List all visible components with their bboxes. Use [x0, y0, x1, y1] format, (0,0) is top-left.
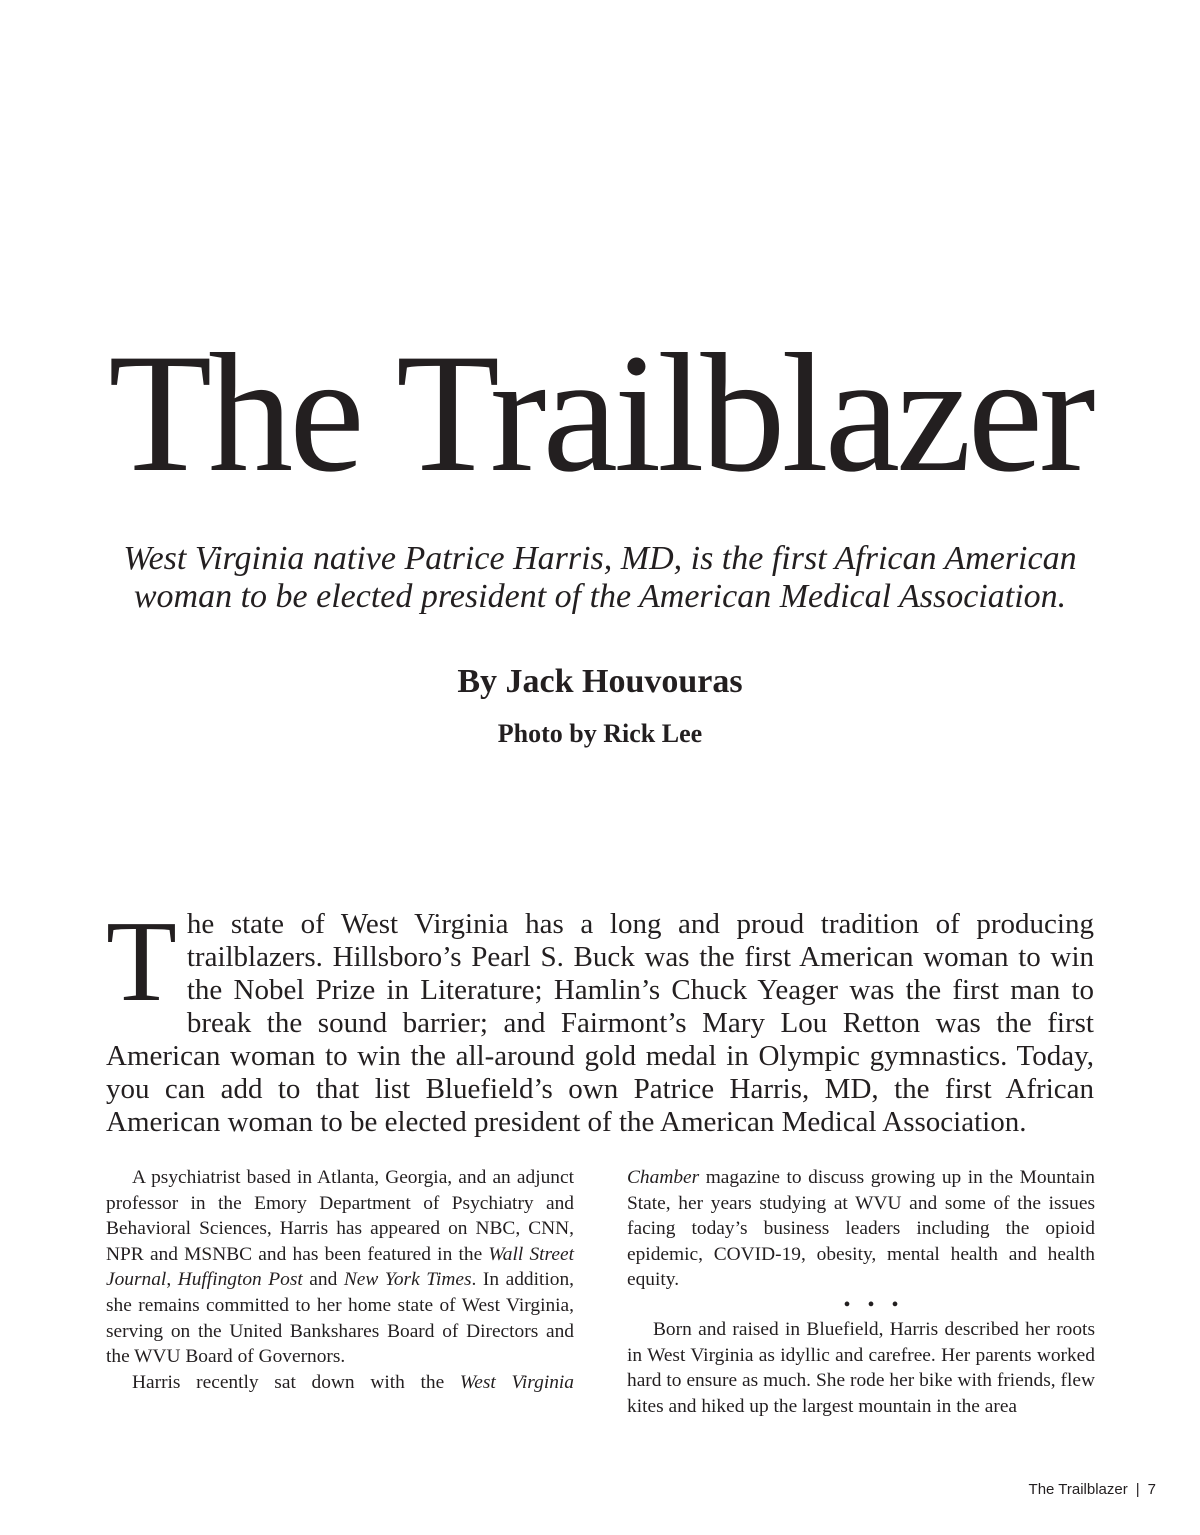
publication-name: Huffington Post [177, 1269, 303, 1291]
dek-line-1: West Virginia native Patrice Harris, MD, is the first African American [123, 540, 1077, 577]
body-paragraph [627, 1165, 1095, 1293]
text-run: magazine to discuss growing up in the Mountain State, her years studying at WVU and some of the issues facing today’s business leaders including the opioid epidemic, COVID-19, obesity, mental health and health equity. [627, 1167, 1095, 1291]
article-dek [90, 540, 1110, 616]
lede-paragraph [106, 898, 1094, 1139]
publication-name: Chamber [627, 1167, 700, 1188]
footer-divider: | [1135, 1481, 1140, 1498]
lede-text: he state of West Virginia has a long and proud tradition of producing trailblazers. Hillsboro’s Pearl S. Buck was the first American woman to win the Nobel Prize in Literature; Hamlin’s Chuck Yeager was the first man to break the sound barrier; and Fairmont’s Mary Lou Retton was the first American woman to win the all-around gold medal in Olympic gymnastics. Today, you can add to that list Bluefield’s own Patrice Harris, MD, the first African American woman to be elected president of the American Medical Association. [106, 908, 1094, 1138]
byline: By Jack Houvouras [457, 663, 743, 700]
text-run: . In addition, she remains committed to her home state of West Virginia, serving on the United Bankshares Board of Directors and the WVU Board of Governors. [106, 1269, 574, 1368]
footer-section-title: The Trailblazer [1028, 1481, 1128, 1498]
text-run: Harris recently sat down with the [132, 1371, 460, 1393]
body-column-left [106, 1165, 574, 1395]
article-title: The Trailblazer [108, 319, 1092, 507]
body-paragraph [627, 1317, 1095, 1419]
text-run: , [166, 1269, 178, 1291]
publication-name: Wall Street Journal [106, 1243, 574, 1291]
page-footer [1029, 1480, 1156, 1500]
publication-name: West Virginia [459, 1371, 574, 1393]
text-run: and [302, 1269, 344, 1291]
text-run: Born and raised in Bluefield, Harris described her roots in West Virginia as idyllic and carefree. Her parents worked hard to ensure as much. She rode her bike with friends, flew kites and hiked up the largest mountain in the area [627, 1318, 1095, 1417]
page-number: 7 [1147, 1481, 1156, 1498]
drop-cap: T [106, 898, 177, 1026]
text-run: A psychiatrist based in Atlanta, Georgia, and an adjunct professor in the Emory Department of Psychiatry and Behavioral Sciences, Harris has appeared on NBC, CNN, NPR and MSNBC and has been featured in the [106, 1167, 574, 1265]
body-column-right [627, 1165, 1095, 1419]
body-paragraph [106, 1370, 574, 1396]
photo-credit: Photo by Rick Lee [497, 719, 703, 748]
publication-name: New York Times [343, 1269, 472, 1291]
section-separator: • • • [843, 1293, 905, 1316]
body-paragraph [106, 1165, 574, 1370]
dek-line-2: woman to be elected president of the American Medical Association. [133, 578, 1067, 615]
